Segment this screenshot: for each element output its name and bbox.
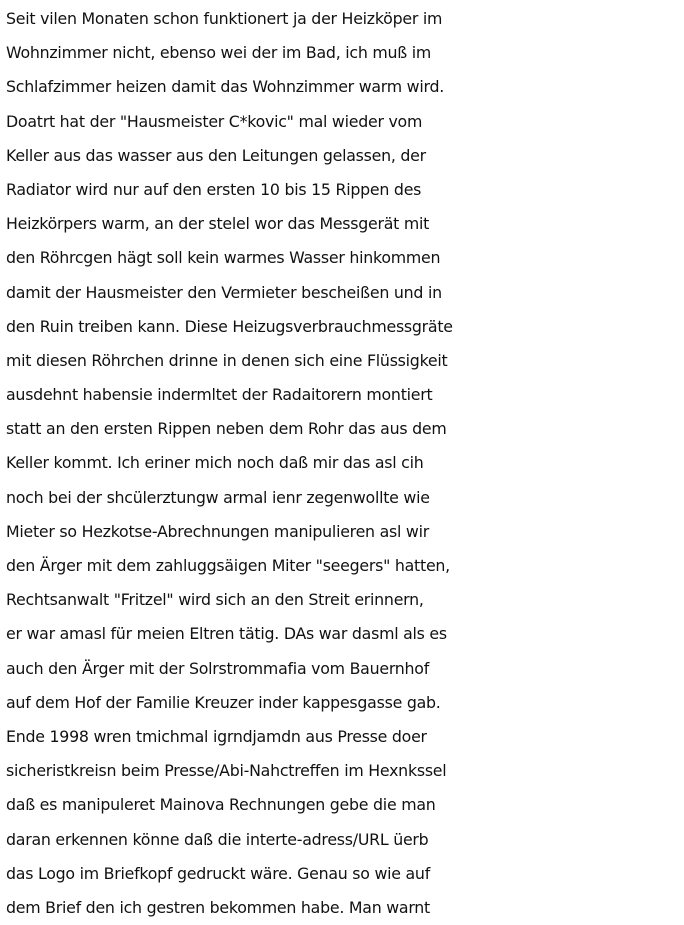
text-line: Mieter so Hezkotse-Abrechnungen manipulieren asl wir [6,521,429,541]
text-line: damit der Hausmeister den Vermieter bescheißen und in [6,282,442,302]
text-line: den Ruin treiben kann. Diese Heizugsverbrauchmessgräte [6,316,453,336]
text-line: auf dem Hof der Familie Kreuzer inder kappesgasse gab. [6,692,441,712]
text-line: auch den Ärger mit der Solrstrommafia vom Bauernhof [6,658,430,678]
text-line: Keller aus das wasser aus den Leitungen gelassen, der [6,145,426,165]
text-line: Wohnzimmer nicht, ebenso wei der im Bad, ich muß im [6,43,432,63]
text-line: Radiator wird nur auf den ersten 10 bis 15 Rippen des [6,179,422,199]
text-line: sicheristkreisn beim Presse/Abi-Nahctreffen im Hexnkssel [6,761,447,781]
text-line: den Röhrcgen hägt soll kein warmes Wasser hinkommen [6,248,441,268]
document-text [6,2,684,925]
text-line: daran erkennen könne daß die interte-adress/URL üerb [6,829,429,849]
text-line: Schlafzimmer heizen damit das Wohnzimmer warm wird. [6,77,444,97]
text-line: mit diesen Röhrchen drinne in denen sich eine Flüssigkeit [6,350,448,370]
text-line: noch bei der shcülerztungw armal ienr zegenwollte wie [6,487,430,507]
text-line: statt an den ersten Rippen neben dem Rohr das aus dem [6,419,447,439]
text-line: dem Brief den ich gestren bekommen habe. Man warnt [6,897,431,917]
text-line: Rechtsanwalt "Fritzel" wird sich an den Streit erinnern, [6,590,424,610]
text-line: er war amasl für meien Eltren tätig. DAs war dasml als es [6,624,447,644]
text-line: Ende 1998 wren tmichmal igrndjamdn aus Presse doer [6,726,427,746]
text-line: den Ärger mit dem zahluggsäigen Miter "seegers" hatten, [6,556,450,575]
text-line: daß es manipuleret Mainova Rechnungen gebe die man [6,795,436,815]
text-line: ausdehnt habensie indermltet der Radaitorern montiert [6,385,433,405]
text-line: das Logo im Briefkopf gedruckt wäre. Genau so wie auf [6,863,431,883]
text-line: Keller kommt. Ich eriner mich noch daß mir das asl cih [6,453,424,473]
text-line: Doatrt hat der "Hausmeister C*kovic" mal wieder vom [6,111,423,131]
text-line: Seit vilen Monaten schon funktionert ja der Heizköper im [6,9,443,28]
text-line: Heizkörpers warm, an der stelel wor das Messgerät mit [6,214,430,234]
